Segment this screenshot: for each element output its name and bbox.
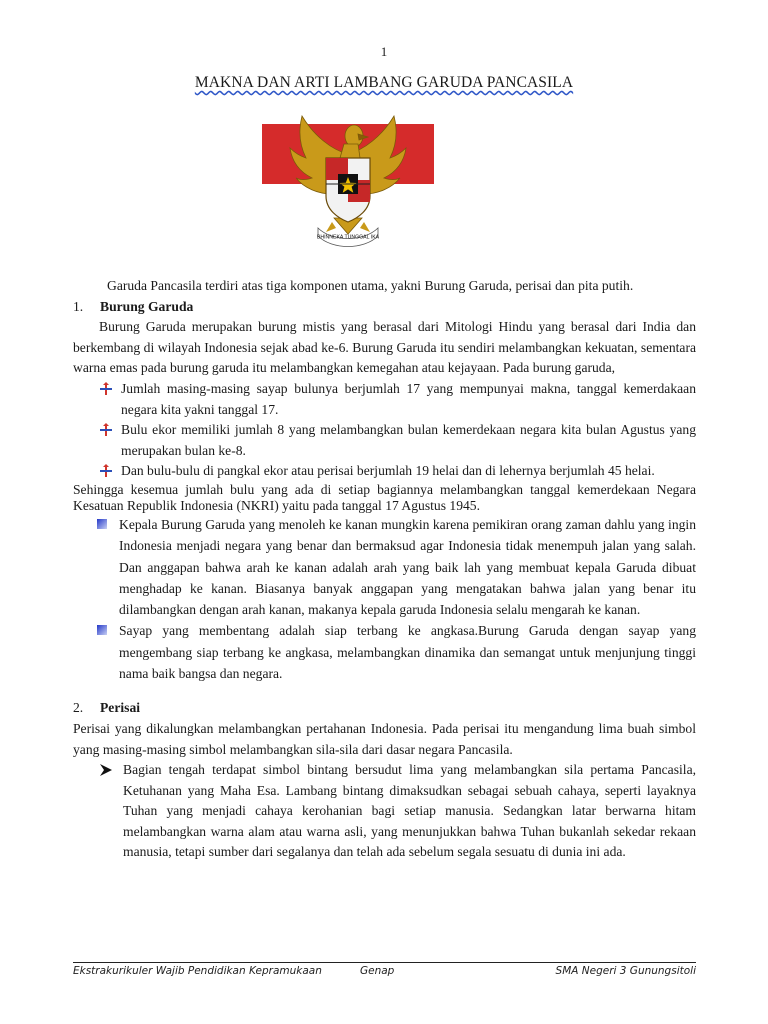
square-bullet-icon <box>95 517 109 531</box>
list-item <box>121 379 696 420</box>
section-2-title: Perisai <box>100 700 141 716</box>
square-bullet-icon <box>95 623 109 637</box>
section-2-heading <box>73 698 696 719</box>
feather-count-list <box>73 379 696 482</box>
list-item <box>119 514 696 620</box>
section-1-number: 1. <box>73 298 84 314</box>
section-1-title: Burung Garuda <box>100 298 194 314</box>
garuda-pancasila-emblem <box>262 110 434 250</box>
list-item <box>121 461 696 482</box>
page-number: 1 <box>380 44 388 59</box>
intro-paragraph: Garuda Pancasila terdiri atas tiga komponen utama, yakni Burung Garuda, perisai dan pita putih. <box>107 278 634 293</box>
garuda-shield <box>326 158 370 222</box>
footer-right: SMA Negeri 3 Gunungsitoli <box>555 965 696 977</box>
document-body <box>73 276 696 863</box>
section-2-paragraph: Perisai yang dikalungkan melambangkan pertahanan Indonesia. Pada perisai itu mengandung lima buah simbol yang masing-masing simbol melambangkan sila-sila dari dasar negara Pancasila. <box>73 720 696 757</box>
list-item <box>123 760 696 863</box>
page-title: MAKNA DAN ARTI LAMBANG GARUDA PANCASILA <box>194 74 574 91</box>
shield-symbols-list <box>73 760 696 863</box>
footer-center: Genap <box>360 965 395 977</box>
list-item-text: Jumlah masing-masing sayap bulunya berjumlah 17 yang mempunyai makna, tanggal kemerdakaan negara kita yakni tanggal 17. <box>121 380 696 417</box>
list-item-text: Dan bulu-bulu di pangkal ekor atau perisai berjumlah 19 helai dan di lehernya berjumlah 45 helai. <box>121 463 655 479</box>
list-item <box>121 420 696 461</box>
section-1-heading <box>73 297 696 318</box>
symbolism-list <box>73 514 696 684</box>
arrow-bullet-icon <box>99 464 113 478</box>
footer-divider <box>73 962 696 963</box>
chevron-bullet-icon <box>99 763 113 777</box>
summary-paragraph: Sehingga kesemua jumlah bulu yang ada di setiap bagiannya melambangkan tanggal kemerdekaan Negara Kesatuan Republik Indonesia (NKRI) yaitu pada tanggal 17 Agustus 1945. <box>73 481 696 513</box>
page-footer <box>73 965 696 979</box>
list-item-text: Bagian tengah terdapat simbol bintang bersudut lima yang melambangkan sila pertama Pancasila, Ketuhanan yang Maha Esa. Lambang bintang dimaksudkan sebagai sebuah cahaya, seperti layaknya Tuhan yang menjadi cahaya kerohanian bagi setiap manusia. Sedangkan latar berwarna hitam melambangkan warna alam atau warna asli, yang menunjukkan bahwa Tuhan bukanlah sekedar rekaan manusia, tetapi sumber dari segalanya dan telah ada sebelum segala sesuatu di dunia ini ada. <box>123 762 696 860</box>
list-item-text: Sayap yang membentang adalah siap terbang ke angkasa.Burung Garuda dengan sayap yang mengembang siap terbang ke angkasa, melambangkan dinamika dan semangat untuk menjunjung tinggi nama baik bangsa dan negara. <box>119 623 696 682</box>
footer-left: Ekstrakurikuler Wajib Pendidikan Kepramukaan <box>73 965 322 977</box>
list-item-text: Bulu ekor memiliki jumlah 8 yang melambangkan bulan kemerdekaan negara kita bulan Agustus yang merupakan bulan ke-8. <box>121 422 696 458</box>
section-1-paragraph: Burung Garuda merupakan burung mistis yang berasal dari Mitologi Hindu yang berasal dari India dan berkembang di wilayah Indonesia sejak abad ke-6. Burung Garuda itu sendiri melambangkan kekuatan, sementara warna emas pada burung garuda itu melambangkan kemegahan atau kejayaan. Pada burung garuda, <box>73 319 696 376</box>
list-item <box>119 620 696 684</box>
list-item-text: Kepala Burung Garuda yang menoleh ke kanan mungkin karena pemikiran orang zaman dahlu yang ingin Indonesia menjadi negara yang benar dan bermaksud agar Indonesia tidak menempuh jalan yang salah. Dan anggapan bahwa arah ke kanan adalah arah yang baik lah yang membuat kepala Garuda dibuat menghadap ke kanan. Biasanya banyak anggapan yang mengatakan bahwa jalan yang benar itu dilambangkan dengan arah kanan, makanya kepala garuda Indonesia selalu mengarah ke kanan. <box>119 516 696 618</box>
section-2-number: 2. <box>73 700 84 716</box>
garuda-neck <box>340 144 360 158</box>
arrow-bullet-icon <box>99 423 113 437</box>
motto-text: BHINNEKA TUNGGAL IKA <box>316 234 380 241</box>
arrow-bullet-icon <box>99 382 113 396</box>
